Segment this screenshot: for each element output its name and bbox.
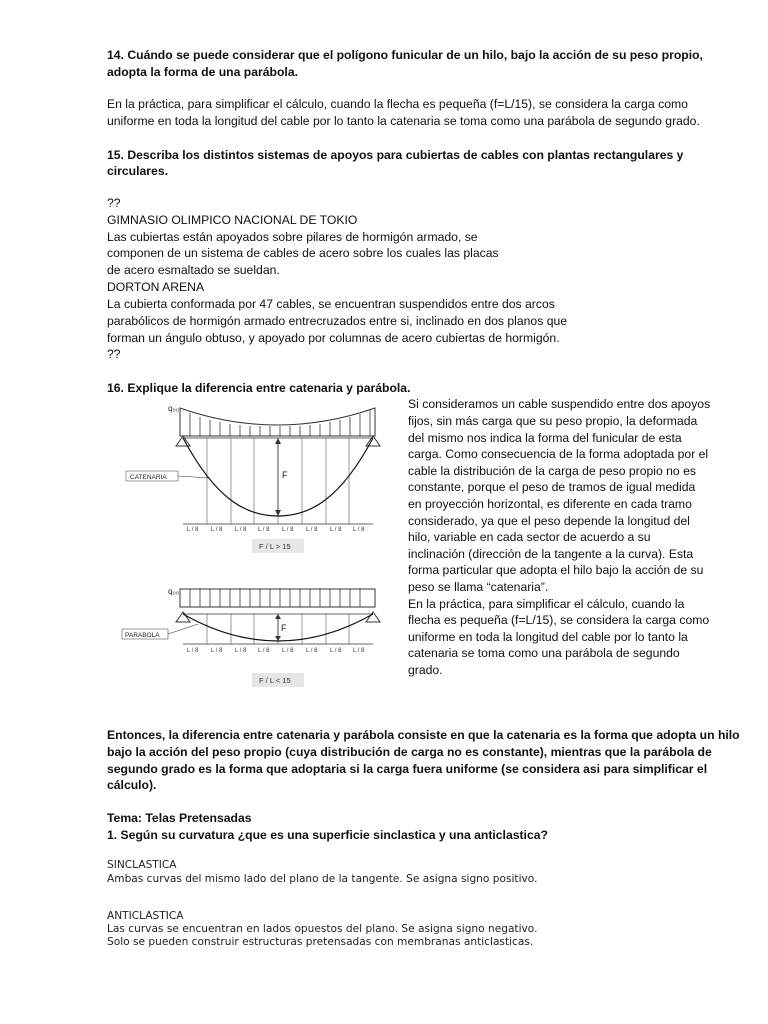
anticlastica-line-2: Solo se pueden construir estructuras pretensadas con membranas anticlasticas.: [107, 936, 534, 948]
segment-label: L / 8: [282, 527, 294, 533]
q15-answer-line-10: ??: [107, 347, 121, 361]
q16-side-line-5: cable la distribución de la carga de peso propio no es: [408, 464, 696, 478]
q16-conclusion-line-4: cálculo).: [107, 778, 157, 792]
load-label: q₀₀: [168, 587, 180, 596]
q16-conclusion-line-2: bajo la acción del peso propio (cuya distribución de carga no es constante), mientras que la parábola de: [107, 745, 712, 759]
q14-answer-line-2: uniforme en toda la longitud del cable por lo tanto la catenaria se toma como una parábola de segundo grado.: [107, 114, 700, 128]
segment-label: L / 8: [235, 648, 247, 654]
q15-heading-line-2: circulares.: [107, 164, 168, 178]
q15-answer-line-5: de acero esmaltado se sueldan.: [107, 263, 280, 277]
q16-side-line-1: Si consideramos un cable suspendido entre dos apoyos: [408, 397, 711, 411]
ratio-label: F / L > 15: [259, 542, 291, 551]
curve-label: PARABOLA: [125, 632, 160, 639]
ratio-label: F / L < 15: [259, 676, 291, 685]
segment-label: L / 8: [330, 527, 342, 533]
q15-answer-line-8: parabólicos de hormigón armado entrecruzados entre si, inclinado en dos planos que: [107, 314, 568, 328]
right-support-icon: [366, 436, 380, 446]
q16-side-line-17: grado.: [408, 663, 443, 677]
q16-side-line-7: en proyección horizontal, es diferente en cada tramo: [408, 497, 692, 511]
load-hatch: [190, 589, 360, 607]
load-hatch: [190, 410, 370, 436]
f-label: F: [281, 623, 287, 633]
segment-label: L / 8: [353, 648, 365, 654]
q15-answer-line-4: componen de un sistema de cables de acero sobre los cuales las placas: [107, 246, 499, 260]
q15-answer-line-1: ??: [107, 196, 121, 210]
q16-heading: 16. Explique la diferencia entre catenaria y parábola.: [107, 381, 411, 395]
q15-answer-line-6: DORTON ARENA: [107, 280, 205, 294]
q16-side-line-8: considerado, ya que el peso depende la longitud del: [408, 514, 690, 528]
q16-side-line-6: constante, porque el peso de tramos de igual medida: [408, 480, 696, 494]
q14-heading-line-2: adopta la forma de una parábola.: [107, 65, 298, 79]
q15-answer-line-7: La cubierta conformada por 47 cables, se encuentran suspendidos entre dos arcos: [107, 297, 555, 311]
segment-label: L / 8: [211, 648, 223, 654]
q16-side-line-9: hilo, variable en cada sector de acuerdo a su: [408, 530, 651, 544]
segment-label: L / 8: [353, 527, 365, 533]
catenary-diagram: [120, 398, 390, 558]
q15-heading-line-1: 15. Describa los distintos sistemas de apoyos para cubiertas de cables con plantas rectangulares y: [107, 148, 684, 162]
anticlastica-line-1: Las curvas se encuentran en lados opuestos del plano. Se asigna signo negativo.: [107, 923, 538, 935]
anticlastica-title: ANTICLASTICA: [107, 910, 184, 922]
topic-title: Tema: Telas Pretensadas: [107, 811, 252, 825]
segment-label: L / 8: [187, 648, 199, 654]
sinclastica-title: SINCLASTICA: [107, 859, 177, 871]
load-diagram: [180, 589, 375, 607]
telas-question: 1. Según su curvatura ¿que es una superficie sinclastica y una anticlastica?: [107, 828, 548, 842]
q16-side-line-3: del mismo nos indica la forma del funicular de esta: [408, 431, 682, 445]
q15-answer-line-2: GIMNASIO OLIMPICO NACIONAL DE TOKIO: [107, 213, 358, 227]
f-label: F: [282, 470, 288, 480]
q14-answer-line-1: En la práctica, para simplificar el cálculo, cuando la flecha es pequeña (f=L/15), se considera la carga como: [107, 97, 688, 111]
segment-labels: [187, 527, 365, 533]
q16-side-line-10: inclinación (dirección de la tangente a la curva). Esta: [408, 547, 694, 561]
q16-conclusion-line-3: segundo grado es la forma que adoptaria si la carga fuera uniforme (se considera asi para simplificar el: [107, 762, 708, 776]
q16-conclusion-line-1: Entonces, la diferencia entre catenaria y parábola consiste en que la catenaria es la forma que adopta un hilo: [107, 728, 740, 742]
q16-side-line-11: forma particular que adopta el hilo bajo la acción de su: [408, 563, 704, 577]
parabola-diagram: [120, 584, 390, 694]
q16-side-line-15: uniforme en toda la longitud del cable por lo tanto la: [408, 630, 688, 644]
q14-heading-line-1: 14. Cuándo se puede considerar que el polígono funicular de un hilo, bajo la acción de su peso propio,: [107, 48, 703, 62]
segment-label: L / 8: [187, 527, 199, 533]
curve-label: CATENARIA: [130, 474, 167, 481]
q16-side-line-16: catenaria se toma como una parábola de segundo: [408, 646, 680, 660]
left-support-icon: [176, 436, 190, 446]
q15-answer-line-9: forman un ángulo obtuso, y apoyado por columnas de acero cubiertas de hormigón.: [107, 331, 560, 345]
load-label: q₀₀: [168, 404, 180, 413]
q16-side-line-4: carga. Como consecuencia de la forma adoptada por el: [408, 447, 709, 461]
segment-label: L / 8: [282, 648, 294, 654]
q15-answer-line-3: Las cubiertas están apoyados sobre pilares de hormigón armado, se: [107, 230, 478, 244]
sinclastica-line-1: Ambas curvas del mismo lado del plano de la tangente. Se asigna signo positivo.: [107, 873, 538, 885]
q16-side-line-14: flecha es pequeña (f=L/15), se considera la carga como: [408, 613, 710, 627]
segment-label: L / 8: [330, 648, 342, 654]
segment-label: L / 8: [258, 527, 270, 533]
segment-label: L / 8: [306, 648, 318, 654]
segment-labels: [187, 648, 365, 654]
q16-side-line-2: fijos, sin más carga que su peso propio, la deformada: [408, 414, 698, 428]
q16-side-line-12: peso se llama “catenaria”.: [408, 580, 549, 594]
load-diagram: [180, 408, 375, 436]
segment-label: L / 8: [235, 527, 247, 533]
segment-label: L / 8: [306, 527, 318, 533]
segment-label: L / 8: [258, 648, 270, 654]
q16-side-line-13: En la práctica, para simplificar el cálculo, cuando la: [408, 597, 685, 611]
segment-label: L / 8: [211, 527, 223, 533]
